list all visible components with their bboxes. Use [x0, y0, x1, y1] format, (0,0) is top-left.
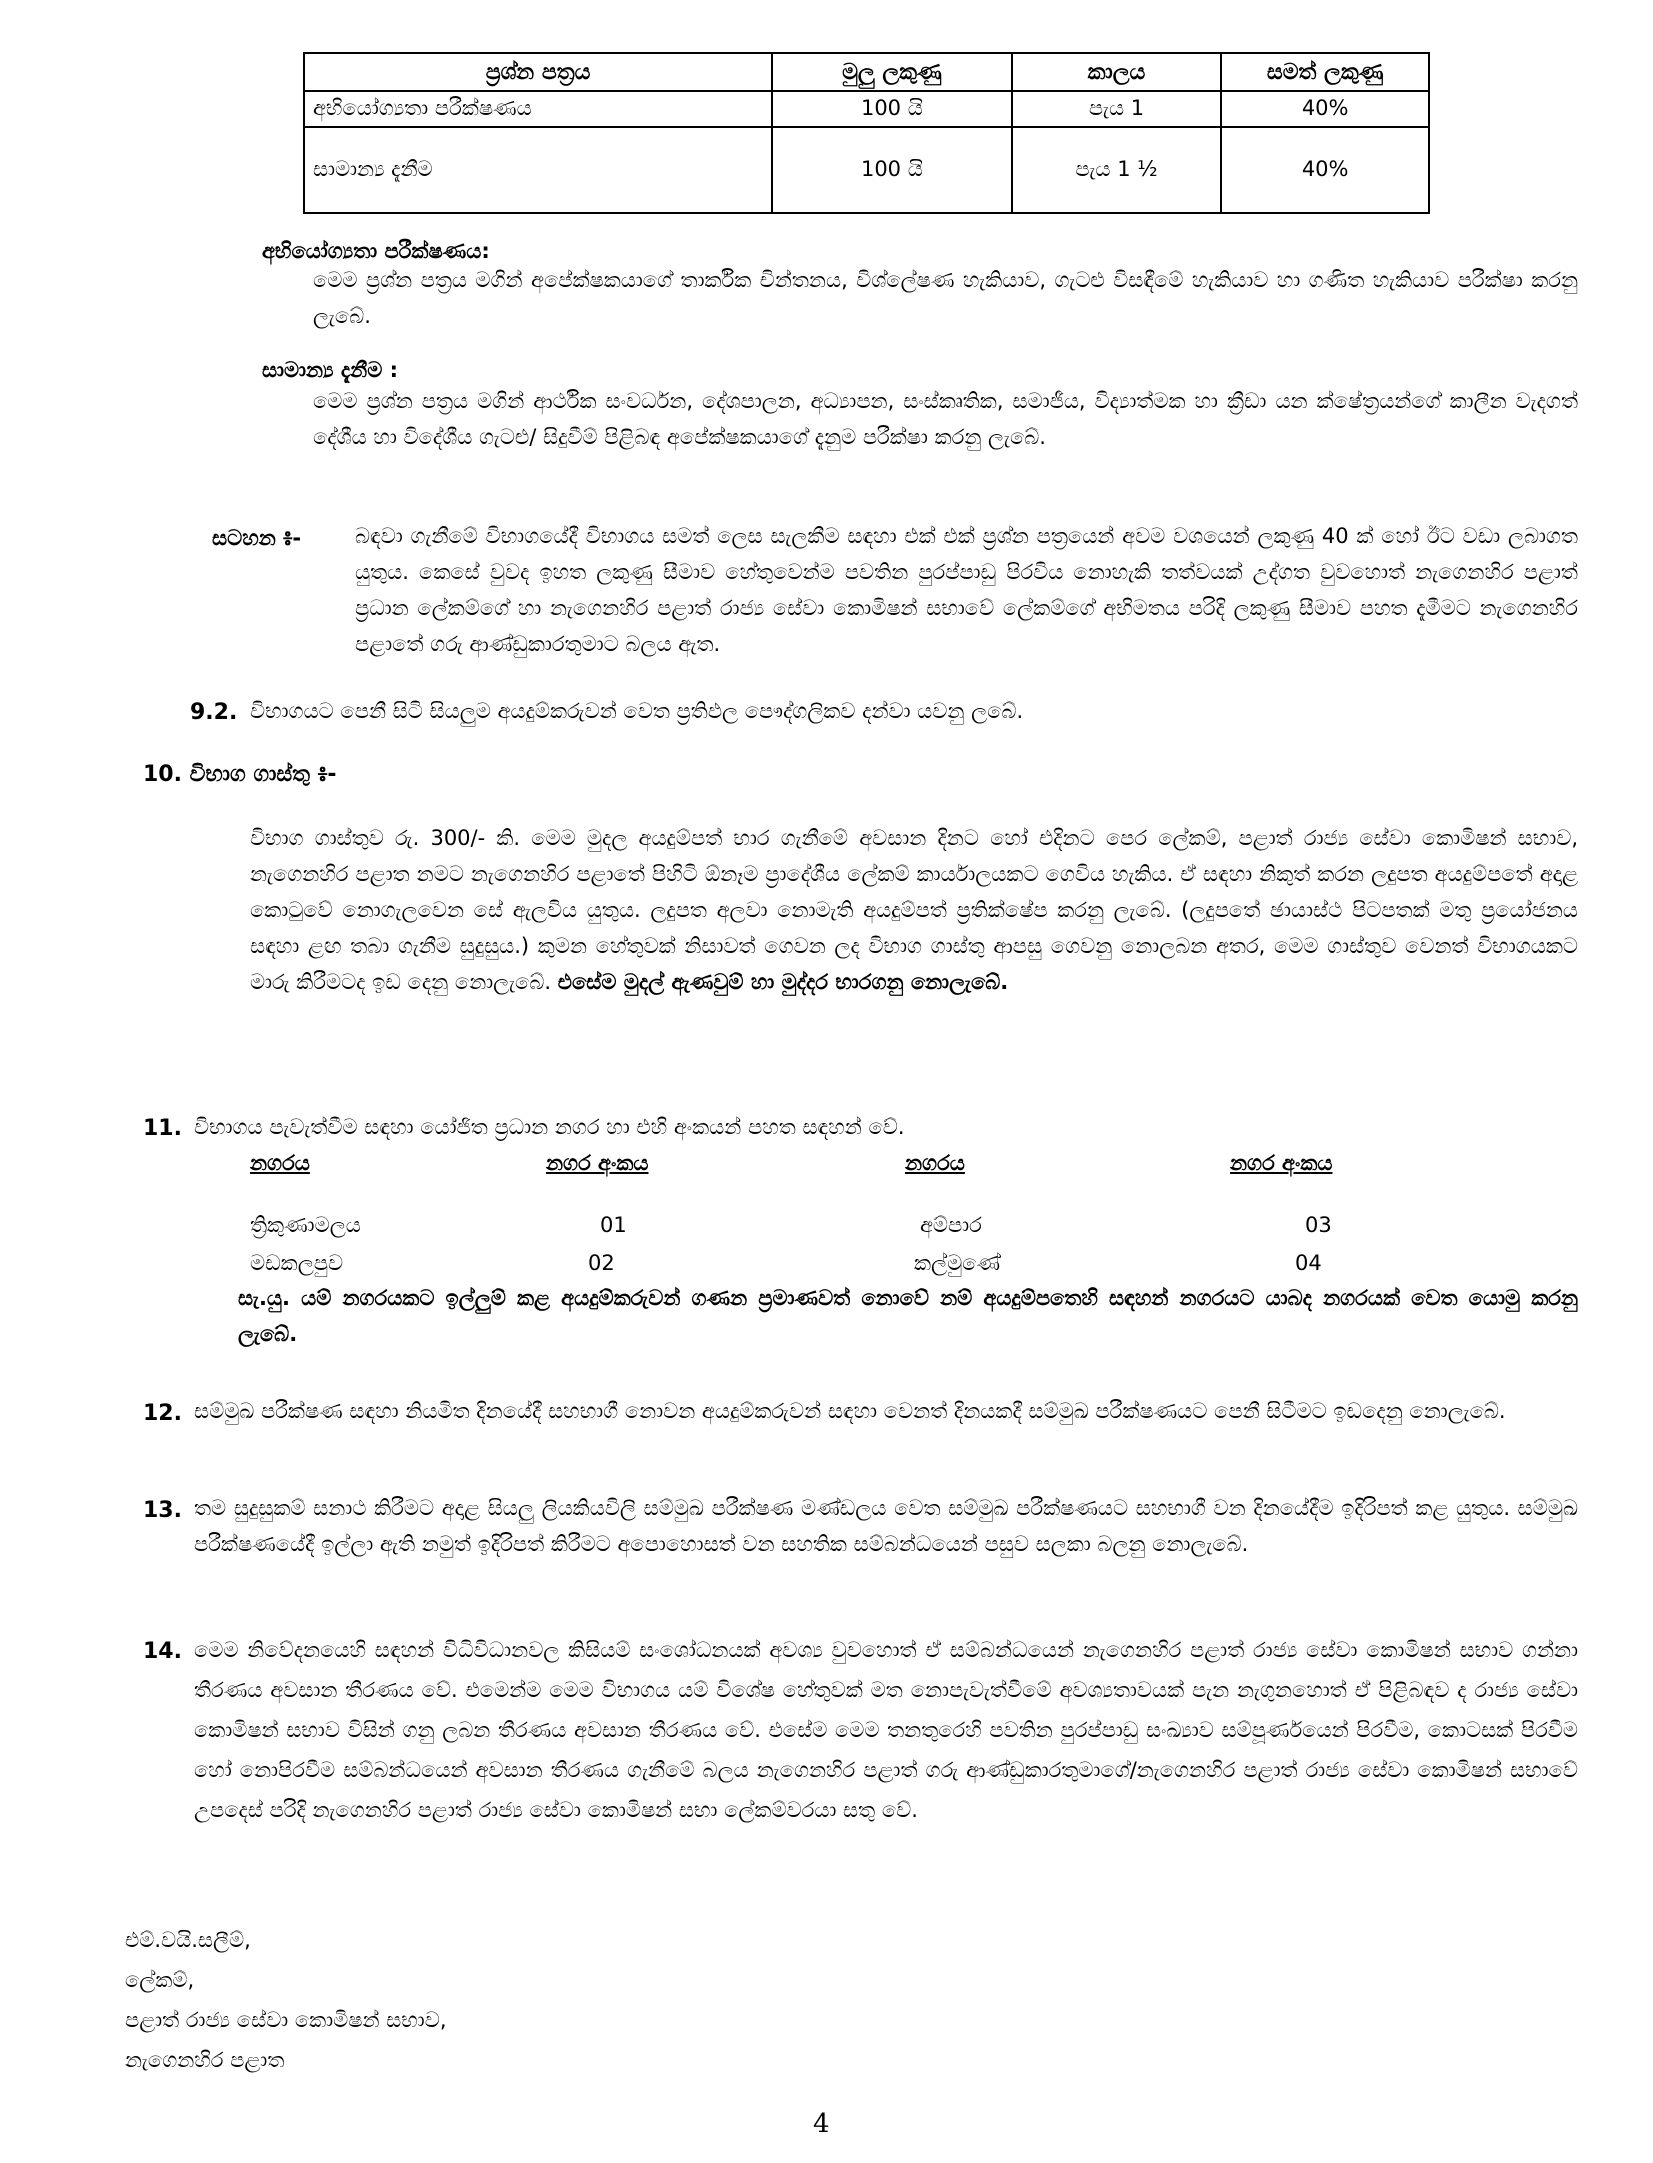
- header-total-marks: මුලු ලකුණු: [772, 53, 1012, 91]
- cell-duration: පැය 1: [1012, 91, 1222, 127]
- section-12-number: 12.: [143, 1401, 182, 1426]
- cell-pass-marks: 40%: [1221, 91, 1429, 127]
- signature-block: [125, 1920, 447, 2080]
- header-duration: කාලය: [1012, 53, 1222, 91]
- section-13-text: තම සුදුසුකම් සනාථ කිරීමට අදාළ සියලු ලියකියවිලි සම්මුඛ පරීක්ෂණ මණ්ඩලය වෙත සම්මුඛ පරීක්ෂණයට සහභාගී වන දිනයේදීම ඉදිරිපත් කළ යුතුය. සම්මුඛ පරීක්ෂණයේදී ඉල්ලා ඇති නමුත් ඉදිරිපත් කිරීමට අපොහොසත් වන සහතික සම්බන්ධයෙන් පසුව සලකා බලනු නොලැබේ.: [194, 1496, 1578, 1556]
- section-11-number: 11.: [143, 1116, 182, 1141]
- col-city-2: නගරය: [905, 1151, 965, 1175]
- exam-table: [303, 52, 1430, 214]
- signatory-title: ලේකම්,: [125, 1968, 195, 1992]
- city-name: ත්‍රිකුණාමලය: [250, 1213, 361, 1237]
- signatory-province: නැගෙනහිර පළාත: [125, 2048, 285, 2072]
- cell-paper: අභියෝග්‍යතා පරීක්ෂණය: [304, 91, 772, 127]
- section-11-note: සැ.යු. යම් නගරයකට ඉල්ලුම් කළ අයදුම්කරුවන් ගණන ප්‍රමාණවත් නොවේ නම් අයදුම්පතෙහි සඳහන් නගරයට යාබද නගරයක් වෙත යොමු කරනු ලැබේ.: [238, 1286, 1578, 1346]
- section-12-text: සම්මුඛ පරීක්ෂණ සඳහා නියමිත දිනයේදී සහභාගී නොවන අයදුම්කරුවන් සඳහා වෙනත් දිනයකදී සම්මුඛ පරීක්ෂණයට පෙනී සිටීමට ඉඩදෙනු නොලැබේ.: [194, 1399, 1506, 1423]
- section-14-text: මෙම නිවේදනයෙහි සඳහන් විධිවිධානවල කිසියම් සංශෝධනයක් අවශ්‍ය වුවහොත් ඒ සම්බන්ධයෙන් නැගෙනහිර පළාත් රාජ්‍ය සේවා කොමිෂන් සභාව ගන්නා තීරණය අවසාන තීරණය වේ. එමෙන්ම මෙම විභාගය යම් විශේෂ හේතුවක් මත නොපැවැත්වීමේ අවශ්‍යතාවයක් පැන නැගුනහොත් ඒ පිළිබඳව ද රාජ්‍ය සේවා කොමිෂන් සභාව විසින් ගනු ලබන තීරණය අවසාන තීරණය වේ. එසේම මෙම තනතුරෙහි පවතින පුරප්පාඩු සංඛ්‍යාව සම්පූර්ණයෙන් පිරවීම, කොටසක් පිරවීම හෝ නොපිරවීම සම්බන්ධයෙන් අවසාන තීරණය ගැනීමේ බලය නැගෙනහිර පළාත් ගරු ආණ්ඩුකාරතුමාගේ/නැගෙනහිර පළාත් රාජ්‍ය සේවා කොමිෂන් සභාවේ උපදෙස් පරිදි නැගෙනහිර පළාත් රාජ්‍ය සේවා කොමිෂන් සභා ලේකම්වරයා සතු වේ.: [194, 1638, 1578, 1822]
- col-city-1: නගරය: [250, 1151, 310, 1175]
- page-number: 4: [813, 2109, 830, 2139]
- cell-total-marks: 100 යි: [772, 91, 1012, 127]
- section-9-2-text: විභාගයට පෙනී සිටි සියලුම අයදුම්කරුවන් වෙත ප්‍රතිඵල පෞද්ගලිකව දන්වා යවනු ලබේ.: [250, 699, 1024, 723]
- signatory-organization: පළාත් රාජ්‍ය සේවා කොමිෂන් සභාව,: [125, 2008, 447, 2032]
- section-14-number: 14.: [143, 1639, 182, 1664]
- cell-duration: පැය 1 ½: [1012, 127, 1222, 213]
- aptitude-text: මෙම ප්‍රශ්න පත්‍රය මගින් අපේක්ෂකයාගේ තාර්කික චින්තනය, විශ්ලේෂණ හැකියාව, ගැටළු විසඳීමේ හැකියාව හා ගණිත හැකියාව පරීක්ෂා කරනු ලැබේ.: [313, 268, 1578, 328]
- section-10-body: [250, 820, 1578, 1000]
- city-code: 03: [1305, 1213, 1332, 1237]
- city-name: අම්පාර: [920, 1213, 982, 1237]
- exam-table-header: [304, 53, 1429, 91]
- table-row: [304, 127, 1429, 213]
- city-code: 04: [1295, 1251, 1322, 1275]
- note-label: සටහන ៖-: [212, 526, 302, 550]
- general-knowledge-heading: සාමාන්‍ය දැනීම :: [262, 358, 398, 382]
- section-10-heading: 10. විභාග ගාස්තු ៖-: [143, 762, 337, 787]
- cell-pass-marks: 40%: [1221, 127, 1429, 213]
- cell-total-marks: 100 යි: [772, 127, 1012, 213]
- signatory-name: එම්.වයි.සලීම්,: [125, 1928, 251, 1952]
- note-text: බඳවා ගැනීමේ විභාගයේදී විභාගය සමත් ලෙස සැලකීම සඳහා එක් එක් ප්‍රශ්න පත්‍රයෙන් අවම වශයෙන් ලකුණු 40 ක් හෝ ඊට වඩා ලබාගත යුතුය. කෙසේ වුවද ඉහත ලකුණු සීමාව හේතුවෙන්ම පවතින පුරප්පාඩු පිරවිය නොහැකි තත්වයක් උද්ගත වුවහොත් නැගෙනහිර පළාත් ප්‍රධාන ලේකම්ගේ හා නැගෙනහිර පළාත් රාජ්‍ය සේවා කොමිෂන් සභාවේ ලේකම්ගේ අභිමතය පරිදි ලකුණු සීමාව පහත දැමීමට නැගෙනහිර පළාතේ ගරු ආණ්ඩුකාරතුමාට බලය ඇත.: [355, 524, 1578, 656]
- city-name: කල්මුණේ: [914, 1251, 1001, 1275]
- section-10-bold-text: එසේම මුදල් ඇණවුම් හා මුද්දර භාරගනු නොලැබේ.: [557, 970, 1009, 994]
- city-code: 01: [600, 1213, 627, 1237]
- section-10-text: විභාග ගාස්තුව රු. 300/- කි. මෙම මුදල අයදුම්පත් භාර ගැනීමේ අවසාන දිනට හෝ එදිනට පෙර ලේකම්, පළාත් රාජ්‍ය සේවා කොමිෂන් සභාව, නැගෙනහිර පළාත නමට නැගෙනහිර පළාතේ පිහිටි ඕනෑම ප්‍රාදේශීය ලේකම් කාර්යාලයකට ගෙවිය හැකිය. ඒ සඳහා නිකුත් කරන ලදුපත අයදුම්පතේ අදාළ කොටුවේ නොගැලවෙන සේ ඇලවිය යුතුය. ලදුපත අලවා නොමැති අයදුම්පත් ප්‍රතික්ෂේප කරනු ලැබේ. (ලදුපතේ ඡායාස්ථ පිටපතක් මතු ප්‍රයෝජනය සඳහා ළඟ තබා ගැනීම සුදුසුය.) කුමන හේතුවක් නිසාවත් ගෙවන ලද විභාග ගාස්තු ආපසු ගෙවනු නොලබන අතර, මෙම ගාස්තුව වෙනත් විභාගයකට මාරු කිරීමටද ඉඩ දෙනු නොලැබේ.: [250, 826, 1578, 994]
- section-9-2-number: 9.2.: [190, 700, 238, 725]
- col-code-1: නගර අංකය: [546, 1151, 649, 1175]
- header-paper: ප්‍රශ්න පත්‍රය: [304, 53, 772, 91]
- col-code-2: නගර අංකය: [1230, 1151, 1333, 1175]
- city-name: මඩකලපුව: [250, 1251, 344, 1275]
- city-code: 02: [588, 1251, 615, 1275]
- section-11-text: විභාගය පැවැත්වීම සඳහා යෝජිත ප්‍රධාන නගර හා එහි අංකයන් පහත සඳහන් වේ.: [194, 1115, 905, 1139]
- header-pass-marks: සමත් ලකුණු: [1221, 53, 1429, 91]
- cell-paper: සාමාන්‍ය දැනීම: [304, 127, 772, 213]
- table-row: [304, 91, 1429, 127]
- section-13-number: 13.: [143, 1498, 182, 1523]
- general-knowledge-text: මෙම ප්‍රශ්න පත්‍රය මගින් ආර්ථික සංවර්ධන, දේශපාලන, අධ්‍යාපන, සංස්කෘතික, සමාජීය, විද්‍යාත්මක හා ක්‍රීඩා යන ක්ෂේත්‍රයන්ගේ කාලීන වැදගත් දේශීය හා විදේශීය ගැටළු/ සිදුවීම් පිළිබඳ අපේක්ෂකයාගේ දැනුම පරීක්ෂා කරනු ලැබේ.: [313, 389, 1578, 449]
- aptitude-heading: අභියෝග්‍යතා පරීක්ෂණය:: [262, 239, 490, 263]
